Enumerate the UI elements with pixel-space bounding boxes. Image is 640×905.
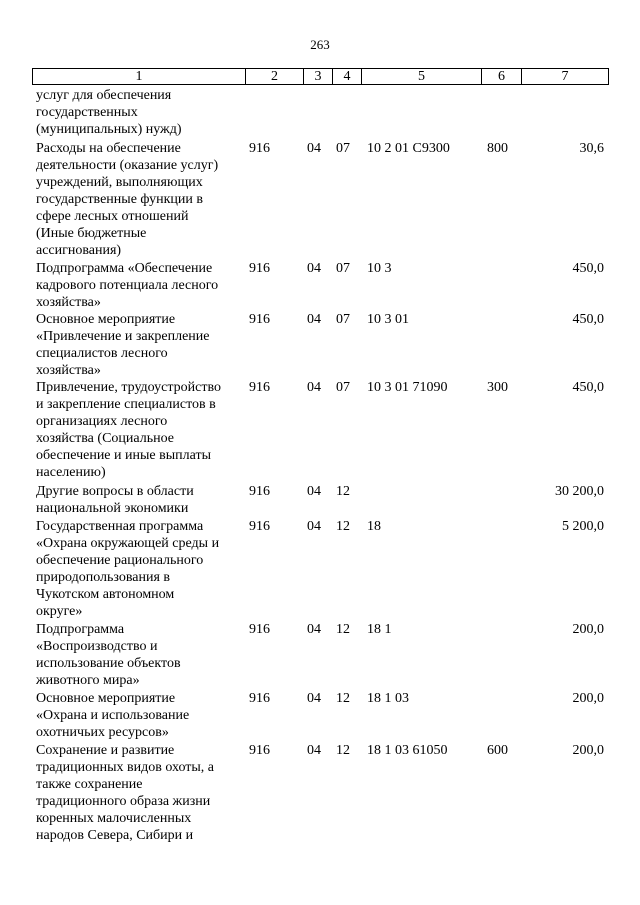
row-amount: 450,0 xyxy=(572,312,604,327)
row-expense-type: 300 xyxy=(487,380,508,395)
row-code-admin: 916 xyxy=(249,691,270,706)
table-row xyxy=(0,140,640,260)
row-section: 04 xyxy=(307,312,321,327)
row-target-article: 10 3 01 xyxy=(367,312,409,327)
row-name: Государственная программа «Охрана окружающей среды и обеспечение рационального природопользования в Чукотском автономном округе» xyxy=(36,519,220,619)
row-amount: 200,0 xyxy=(572,622,604,637)
page-number: 263 xyxy=(310,37,330,52)
row-target-article: 18 1 03 xyxy=(367,691,409,706)
row-amount: 450,0 xyxy=(572,380,604,395)
row-amount: 30,6 xyxy=(579,141,604,156)
row-target-article: 10 3 01 71090 xyxy=(367,380,448,395)
table-row xyxy=(0,621,640,690)
row-target-article: 10 2 01 С9300 xyxy=(367,141,450,156)
row-section: 04 xyxy=(307,380,321,395)
table-row xyxy=(0,483,640,518)
row-amount: 5 200,0 xyxy=(562,519,604,534)
row-section: 04 xyxy=(307,743,321,758)
table-row xyxy=(0,87,640,140)
header-col-3: 3 xyxy=(303,69,332,84)
header-col-2: 2 xyxy=(245,69,303,84)
row-name: Подпрограмма «Обеспечение кадрового потенциала лесного хозяйства» xyxy=(36,261,219,310)
table-row xyxy=(0,742,640,852)
row-subsection: 12 xyxy=(336,519,350,534)
row-name: Основное мероприятие «Привлечение и закрепление специалистов лесного хозяйства» xyxy=(36,312,210,378)
row-section: 04 xyxy=(307,622,321,637)
table-row xyxy=(0,379,640,483)
table-row xyxy=(0,260,640,311)
row-section: 04 xyxy=(307,261,321,276)
row-amount: 450,0 xyxy=(572,261,604,276)
row-code-admin: 916 xyxy=(249,622,270,637)
row-code-admin: 916 xyxy=(249,519,270,534)
header-col-1: 1 xyxy=(135,69,143,84)
row-section: 04 xyxy=(307,691,321,706)
row-code-admin: 916 xyxy=(249,141,270,156)
row-code-admin: 916 xyxy=(249,380,270,395)
row-subsection: 07 xyxy=(336,261,350,276)
row-name: Расходы на обеспечение деятельности (оказание услуг) учреждений, выполняющих государственные функции в сфере лесных отношений (Иные бюджетные ассигнования) xyxy=(36,141,219,258)
row-code-admin: 916 xyxy=(249,312,270,327)
row-code-admin: 916 xyxy=(249,261,270,276)
header-col-4: 4 xyxy=(332,69,361,84)
row-section: 04 xyxy=(307,484,321,499)
row-section: 04 xyxy=(307,519,321,534)
row-subsection: 12 xyxy=(336,484,350,499)
row-name: Привлечение, трудоустройство и закрепление специалистов в организациях лесного хозяйства (Социальное обеспечение и иные выплаты населению) xyxy=(36,380,221,480)
header-col-5: 5 xyxy=(361,69,481,84)
row-code-admin: 916 xyxy=(249,743,270,758)
row-amount: 200,0 xyxy=(572,743,604,758)
row-subsection: 12 xyxy=(336,743,350,758)
row-code-admin: 916 xyxy=(249,484,270,499)
row-target-article: 18 1 xyxy=(367,622,392,637)
table-row xyxy=(0,690,640,742)
row-name: Другие вопросы в области национальной экономики xyxy=(36,484,194,516)
row-amount: 200,0 xyxy=(572,691,604,706)
header-col-7: 7 xyxy=(521,69,608,84)
table-row xyxy=(0,518,640,621)
row-subsection: 12 xyxy=(336,622,350,637)
header-col-6: 6 xyxy=(481,69,521,84)
row-expense-type: 800 xyxy=(487,141,508,156)
table-header-row xyxy=(32,68,609,85)
table-row xyxy=(0,311,640,379)
table-body xyxy=(0,87,640,852)
row-subsection: 07 xyxy=(336,312,350,327)
row-subsection: 12 xyxy=(336,691,350,706)
row-name: услуг для обеспечения государственных (муниципальных) нужд) xyxy=(36,88,182,137)
row-target-article: 18 1 03 61050 xyxy=(367,743,448,758)
row-amount: 30 200,0 xyxy=(555,484,604,499)
row-subsection: 07 xyxy=(336,141,350,156)
row-name: Подпрограмма «Воспроизводство и использование объектов животного мира» xyxy=(36,622,181,688)
row-section: 04 xyxy=(307,141,321,156)
row-name: Основное мероприятие «Охрана и использование охотничьих ресурсов» xyxy=(36,691,190,740)
row-subsection: 07 xyxy=(336,380,350,395)
row-name: Сохранение и развитие традиционных видов охоты, а также сохранение традиционного образа жизни коренных малочисленных народов Севера, Сибири и xyxy=(36,743,215,843)
row-target-article: 18 xyxy=(367,519,381,534)
row-target-article: 10 3 xyxy=(367,261,392,276)
row-expense-type: 600 xyxy=(487,743,508,758)
